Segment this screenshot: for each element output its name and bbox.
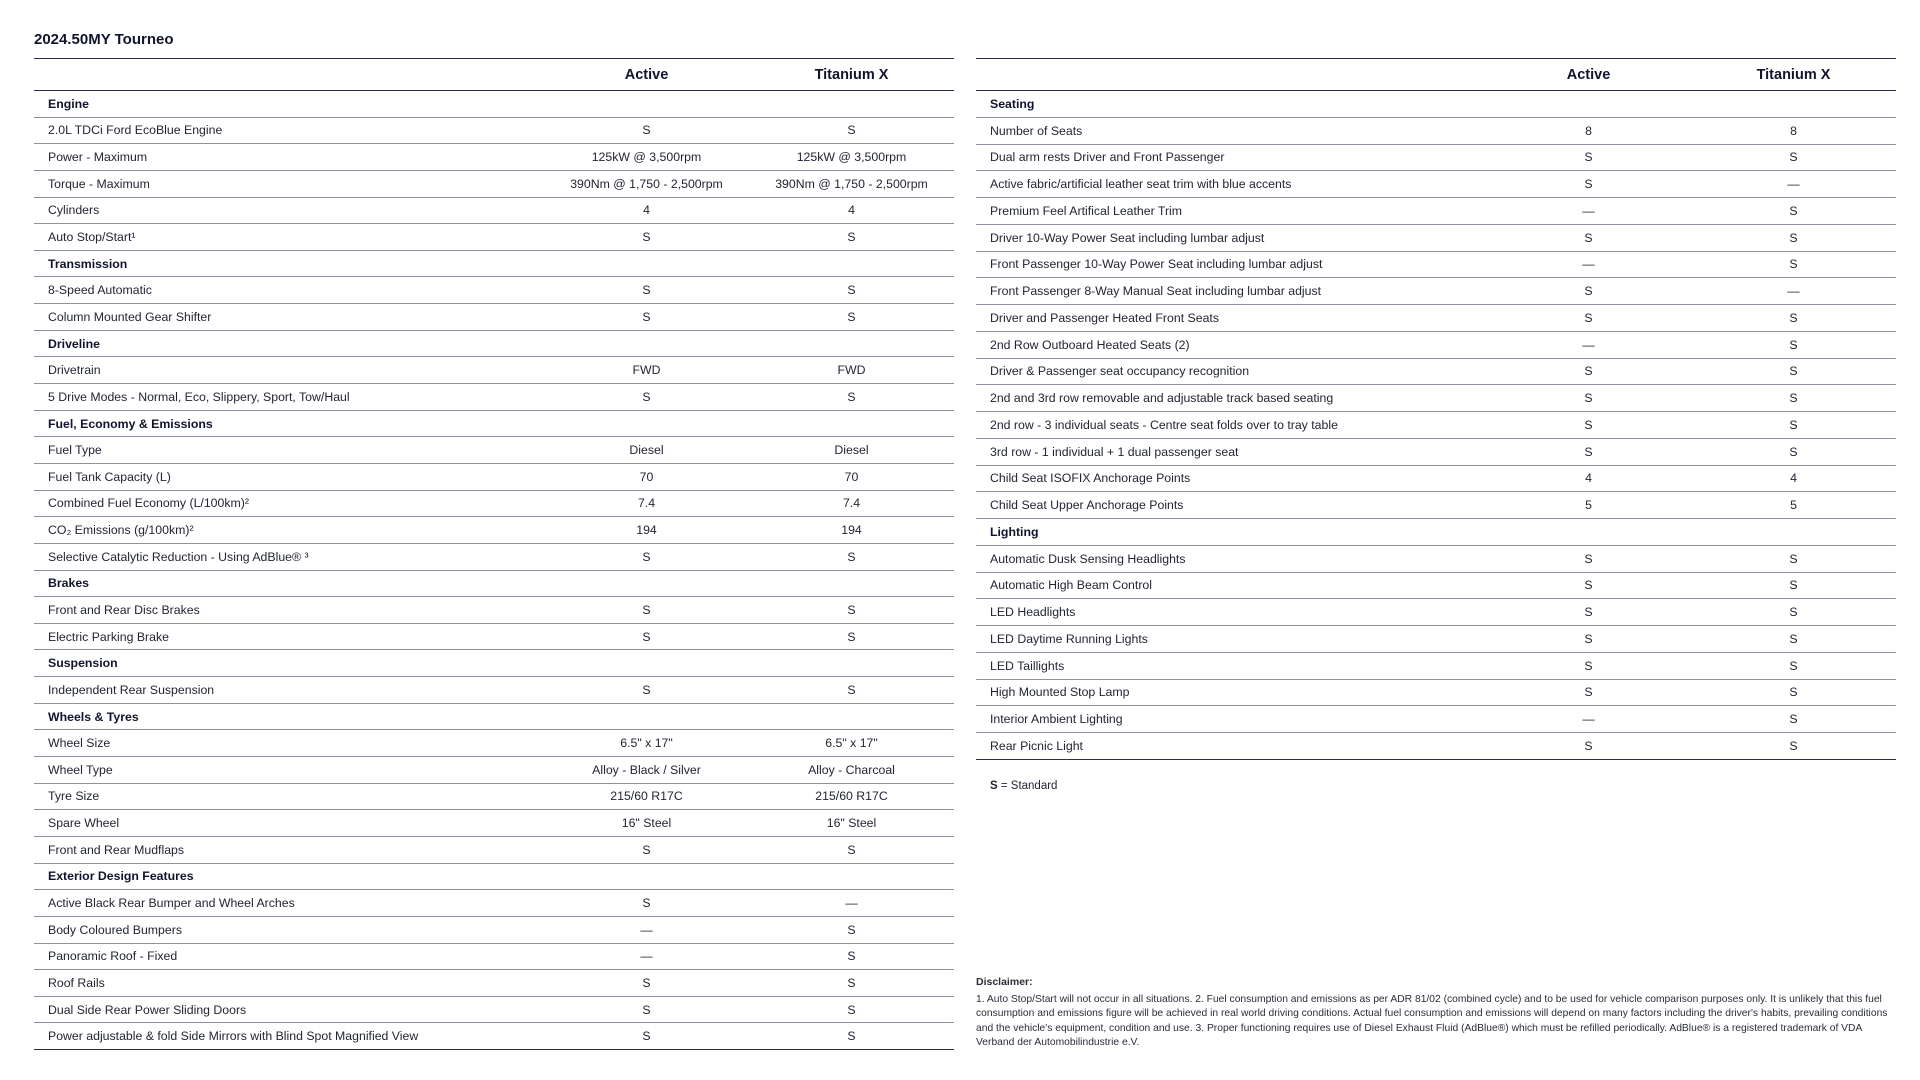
spec-label: Auto Stop/Start¹ (34, 224, 544, 251)
spec-value-titanium-x: 5 (1691, 492, 1896, 519)
spec-label: Active fabric/artificial leather seat trim with blue accents (976, 171, 1486, 198)
page-title: 2024.50MY Tourneo (34, 31, 174, 48)
spec-value-titanium-x: S (1691, 438, 1896, 465)
spec-row (976, 733, 1896, 760)
spec-value-titanium-x: S (1691, 412, 1896, 439)
spec-label: Wheel Type (34, 757, 544, 784)
spec-table-right (976, 58, 1896, 760)
spec-value-active: S (544, 597, 749, 624)
spec-value-active: S (544, 224, 749, 251)
spec-row (34, 757, 954, 784)
spec-row (34, 197, 954, 224)
spec-label: Dual arm rests Driver and Front Passenger (976, 144, 1486, 171)
spec-row (34, 1023, 954, 1050)
spec-value-titanium-x: S (1691, 733, 1896, 760)
spec-label: LED Taillights (976, 652, 1486, 679)
spec-value-titanium-x: Diesel (749, 437, 954, 464)
spec-row (976, 652, 1896, 679)
spec-value-titanium-x: S (749, 623, 954, 650)
spec-label: Cylinders (34, 197, 544, 224)
spec-value-active: 8 (1486, 117, 1691, 144)
spec-label: Combined Fuel Economy (L/100km)² (34, 490, 544, 517)
spec-row (34, 623, 954, 650)
spec-value-titanium-x: S (749, 597, 954, 624)
spec-value-titanium-x: 4 (749, 197, 954, 224)
spec-label: Driver 10-Way Power Seat including lumbar adjust (976, 224, 1486, 251)
spec-label: Automatic High Beam Control (976, 572, 1486, 599)
spec-value-active: 7.4 (544, 490, 749, 517)
spec-value-titanium-x: S (749, 916, 954, 943)
spec-row (34, 517, 954, 544)
spec-row (34, 463, 954, 490)
spec-value-active: S (1486, 278, 1691, 305)
spec-row (976, 144, 1896, 171)
spec-value-titanium-x: FWD (749, 357, 954, 384)
spec-value-active: S (1486, 652, 1691, 679)
spec-row (34, 437, 954, 464)
spec-label: Spare Wheel (34, 810, 544, 837)
spec-row (976, 412, 1896, 439)
spec-value-titanium-x: S (1691, 572, 1896, 599)
spec-label: Power - Maximum (34, 144, 544, 171)
spec-value-active: Alloy - Black / Silver (544, 757, 749, 784)
spec-value-titanium-x: S (1691, 198, 1896, 225)
spec-row (34, 810, 954, 837)
spec-value-active: — (1486, 198, 1691, 225)
section-header (34, 863, 954, 890)
spec-row (976, 385, 1896, 412)
spec-value-titanium-x: 16" Steel (749, 810, 954, 837)
header-blank (976, 59, 1486, 91)
spec-value-titanium-x: S (749, 836, 954, 863)
section-header (34, 250, 954, 277)
spec-value-active: S (544, 117, 749, 144)
spec-row (34, 783, 954, 810)
spec-value-active: S (1486, 626, 1691, 653)
spec-row (976, 305, 1896, 332)
spec-row (34, 304, 954, 331)
spec-label: 8-Speed Automatic (34, 277, 544, 304)
spec-label: Fuel Tank Capacity (L) (34, 463, 544, 490)
spec-value-active: S (544, 890, 749, 917)
section-title: Transmission (34, 250, 954, 277)
spec-value-active: 5 (1486, 492, 1691, 519)
section-header (976, 91, 1896, 118)
spec-value-active: S (1486, 545, 1691, 572)
spec-value-active: S (1486, 385, 1691, 412)
section-header (34, 703, 954, 730)
spec-value-active: 4 (544, 197, 749, 224)
spec-row (34, 943, 954, 970)
spec-value-titanium-x: S (749, 224, 954, 251)
section-title: Seating (976, 91, 1896, 118)
spec-value-titanium-x: 125kW @ 3,500rpm (749, 144, 954, 171)
spec-row (34, 890, 954, 917)
spec-label: Driver and Passenger Heated Front Seats (976, 305, 1486, 332)
spec-value-active: S (1486, 171, 1691, 198)
spec-label: Number of Seats (976, 117, 1486, 144)
spec-row (34, 677, 954, 704)
spec-value-active: S (1486, 599, 1691, 626)
spec-value-titanium-x: 4 (1691, 465, 1896, 492)
spec-value-active: S (544, 277, 749, 304)
spec-value-active: 194 (544, 517, 749, 544)
spec-label: Interior Ambient Lighting (976, 706, 1486, 733)
legend (990, 780, 1057, 792)
spec-row (34, 543, 954, 570)
spec-value-titanium-x: 390Nm @ 1,750 - 2,500rpm (749, 170, 954, 197)
spec-row (34, 357, 954, 384)
spec-row (34, 490, 954, 517)
spec-value-active: S (1486, 305, 1691, 332)
spec-label: 2nd Row Outboard Heated Seats (2) (976, 331, 1486, 358)
spec-label: Child Seat Upper Anchorage Points (976, 492, 1486, 519)
spec-label: 2nd row - 3 individual seats - Centre seat folds over to tray table (976, 412, 1486, 439)
section-title: Driveline (34, 330, 954, 357)
spec-label: 5 Drive Modes - Normal, Eco, Slippery, Sport, Tow/Haul (34, 384, 544, 411)
spec-label: Front Passenger 8-Way Manual Seat including lumbar adjust (976, 278, 1486, 305)
spec-label: CO₂ Emissions (g/100km)² (34, 517, 544, 544)
legend-text: = Standard (997, 780, 1058, 792)
spec-label: Drivetrain (34, 357, 544, 384)
spec-label: Power adjustable & fold Side Mirrors with Blind Spot Magnified View (34, 1023, 544, 1050)
spec-row (976, 438, 1896, 465)
spec-row (34, 597, 954, 624)
spec-value-titanium-x: 70 (749, 463, 954, 490)
spec-value-active: S (544, 384, 749, 411)
spec-value-titanium-x: S (749, 1023, 954, 1050)
spec-row (976, 626, 1896, 653)
spec-value-titanium-x: S (1691, 626, 1896, 653)
spec-value-titanium-x: S (749, 543, 954, 570)
spec-row (34, 996, 954, 1023)
spec-label: Rear Picnic Light (976, 733, 1486, 760)
section-header (34, 91, 954, 118)
spec-value-titanium-x: 8 (1691, 117, 1896, 144)
section-title: Brakes (34, 570, 954, 597)
spec-value-titanium-x: — (1691, 171, 1896, 198)
disclaimer-title: Disclaimer: (976, 976, 1033, 988)
spec-row (976, 198, 1896, 225)
spec-label: Electric Parking Brake (34, 623, 544, 650)
spec-label: LED Headlights (976, 599, 1486, 626)
section-title: Fuel, Economy & Emissions (34, 410, 954, 437)
spec-value-titanium-x: 7.4 (749, 490, 954, 517)
spec-label: Tyre Size (34, 783, 544, 810)
spec-value-titanium-x: S (1691, 706, 1896, 733)
spec-row (976, 706, 1896, 733)
spec-value-titanium-x: S (1691, 679, 1896, 706)
spec-table-left-body (34, 91, 954, 1050)
disclaimer-text: 1. Auto Stop/Start will not occur in all situations. 2. Fuel consumption and emissions as per ADR 81/02 (combined cycle) and to be used for vehicle comparison purposes only. It is unlikely that this fuel consumption and emissions figure will be achieved in real world driving conditions. Actual fuel consumption and emissions will depend on many factors including the driver's habits, prevailing conditions and the vehicle's equipment, condition and use. 3. Proper functioning requires use of Diesel Exhaust Fluid (AdBlue®) which must be refilled periodically. AdBlue® is a registered trademark of VDA Verband der Automobilindustrie e.V. (976, 993, 1888, 1049)
spec-row (34, 916, 954, 943)
column-header-active: Active (544, 59, 749, 91)
spec-value-titanium-x: S (749, 677, 954, 704)
spec-value-active: S (1486, 358, 1691, 385)
spec-value-titanium-x: S (1691, 545, 1896, 572)
spec-row (976, 679, 1896, 706)
spec-value-titanium-x: Alloy - Charcoal (749, 757, 954, 784)
spec-value-active: 390Nm @ 1,750 - 2,500rpm (544, 170, 749, 197)
spec-value-titanium-x: S (749, 970, 954, 997)
spec-value-active: S (1486, 572, 1691, 599)
spec-label: Active Black Rear Bumper and Wheel Arches (34, 890, 544, 917)
spec-value-active: S (544, 543, 749, 570)
spec-row (976, 465, 1896, 492)
spec-value-titanium-x: S (749, 277, 954, 304)
spec-row (976, 545, 1896, 572)
spec-value-active: S (544, 836, 749, 863)
spec-value-titanium-x: S (749, 943, 954, 970)
spec-value-active: FWD (544, 357, 749, 384)
section-title: Suspension (34, 650, 954, 677)
section-header (976, 519, 1896, 546)
legend-key: S (990, 780, 998, 792)
spec-value-titanium-x: S (1691, 385, 1896, 412)
spec-label: Child Seat ISOFIX Anchorage Points (976, 465, 1486, 492)
spec-label: Wheel Size (34, 730, 544, 757)
spec-value-active: S (1486, 438, 1691, 465)
header-blank (34, 59, 544, 91)
spec-value-active: — (1486, 706, 1691, 733)
spec-value-active: — (544, 916, 749, 943)
spec-value-active: S (1486, 144, 1691, 171)
column-header-titanium-x: Titanium X (1691, 59, 1896, 91)
spec-row (976, 599, 1896, 626)
spec-row (976, 251, 1896, 278)
spec-value-titanium-x: S (1691, 599, 1896, 626)
spec-label: Selective Catalytic Reduction - Using AdBlue® ³ (34, 543, 544, 570)
spec-value-titanium-x: 215/60 R17C (749, 783, 954, 810)
spec-row (34, 730, 954, 757)
spec-row (34, 117, 954, 144)
spec-table-left (34, 58, 954, 1050)
spec-label: High Mounted Stop Lamp (976, 679, 1486, 706)
spec-row (34, 836, 954, 863)
spec-value-titanium-x: S (1691, 251, 1896, 278)
spec-value-titanium-x: 194 (749, 517, 954, 544)
spec-value-active: S (1486, 412, 1691, 439)
spec-value-active: 215/60 R17C (544, 783, 749, 810)
spec-value-titanium-x: S (1691, 358, 1896, 385)
section-title: Exterior Design Features (34, 863, 954, 890)
spec-value-active: 16" Steel (544, 810, 749, 837)
disclaimer (976, 975, 1896, 1051)
spec-row (976, 492, 1896, 519)
spec-label: Front and Rear Disc Brakes (34, 597, 544, 624)
column-header-titanium-x: Titanium X (749, 59, 954, 91)
spec-value-active: — (544, 943, 749, 970)
spec-label: Fuel Type (34, 437, 544, 464)
spec-label: 2nd and 3rd row removable and adjustable track based seating (976, 385, 1486, 412)
spec-row (34, 170, 954, 197)
spec-label: LED Daytime Running Lights (976, 626, 1486, 653)
spec-value-titanium-x: S (749, 304, 954, 331)
column-header-active: Active (1486, 59, 1691, 91)
spec-label: Automatic Dusk Sensing Headlights (976, 545, 1486, 572)
spec-label: Dual Side Rear Power Sliding Doors (34, 996, 544, 1023)
spec-row (976, 331, 1896, 358)
spec-label: 2.0L TDCi Ford EcoBlue Engine (34, 117, 544, 144)
spec-value-titanium-x: S (749, 996, 954, 1023)
spec-value-active: 70 (544, 463, 749, 490)
spec-label: Body Coloured Bumpers (34, 916, 544, 943)
spec-value-active: S (1486, 224, 1691, 251)
spec-value-titanium-x: — (749, 890, 954, 917)
spec-row (976, 358, 1896, 385)
spec-row (34, 384, 954, 411)
spec-row (34, 970, 954, 997)
spec-value-titanium-x: — (1691, 278, 1896, 305)
spec-value-titanium-x: S (1691, 331, 1896, 358)
section-title: Lighting (976, 519, 1896, 546)
spec-value-active: S (544, 1023, 749, 1050)
spec-label: Column Mounted Gear Shifter (34, 304, 544, 331)
spec-value-titanium-x: S (749, 384, 954, 411)
spec-value-active: Diesel (544, 437, 749, 464)
spec-value-titanium-x: 6.5" x 17" (749, 730, 954, 757)
spec-value-active: S (544, 677, 749, 704)
spec-value-active: 4 (1486, 465, 1691, 492)
spec-label: Independent Rear Suspension (34, 677, 544, 704)
section-title: Wheels & Tyres (34, 703, 954, 730)
spec-row (976, 278, 1896, 305)
spec-value-active: S (1486, 733, 1691, 760)
spec-value-titanium-x: S (1691, 144, 1896, 171)
spec-value-active: — (1486, 251, 1691, 278)
spec-row (34, 144, 954, 171)
spec-value-active: 125kW @ 3,500rpm (544, 144, 749, 171)
spec-value-titanium-x: S (1691, 305, 1896, 332)
spec-label: Front Passenger 10-Way Power Seat including lumbar adjust (976, 251, 1486, 278)
spec-value-active: S (544, 970, 749, 997)
spec-value-active: S (544, 623, 749, 650)
spec-row (34, 224, 954, 251)
spec-row (976, 572, 1896, 599)
spec-label: Roof Rails (34, 970, 544, 997)
spec-label: Torque - Maximum (34, 170, 544, 197)
section-header (34, 330, 954, 357)
spec-value-active: S (544, 996, 749, 1023)
spec-value-active: S (544, 304, 749, 331)
spec-value-active: 6.5" x 17" (544, 730, 749, 757)
section-header (34, 410, 954, 437)
spec-row (976, 117, 1896, 144)
spec-label: Front and Rear Mudflaps (34, 836, 544, 863)
section-header (34, 650, 954, 677)
spec-label: Panoramic Roof - Fixed (34, 943, 544, 970)
spec-value-active: — (1486, 331, 1691, 358)
spec-value-active: S (1486, 679, 1691, 706)
spec-table-right-body (976, 91, 1896, 760)
spec-label: Driver & Passenger seat occupancy recognition (976, 358, 1486, 385)
spec-label: 3rd row - 1 individual + 1 dual passenger seat (976, 438, 1486, 465)
spec-value-titanium-x: S (749, 117, 954, 144)
spec-row (976, 224, 1896, 251)
spec-label: Premium Feel Artifical Leather Trim (976, 198, 1486, 225)
section-title: Engine (34, 91, 954, 118)
spec-value-titanium-x: S (1691, 652, 1896, 679)
section-header (34, 570, 954, 597)
spec-row (34, 277, 954, 304)
spec-value-titanium-x: S (1691, 224, 1896, 251)
spec-row (976, 171, 1896, 198)
